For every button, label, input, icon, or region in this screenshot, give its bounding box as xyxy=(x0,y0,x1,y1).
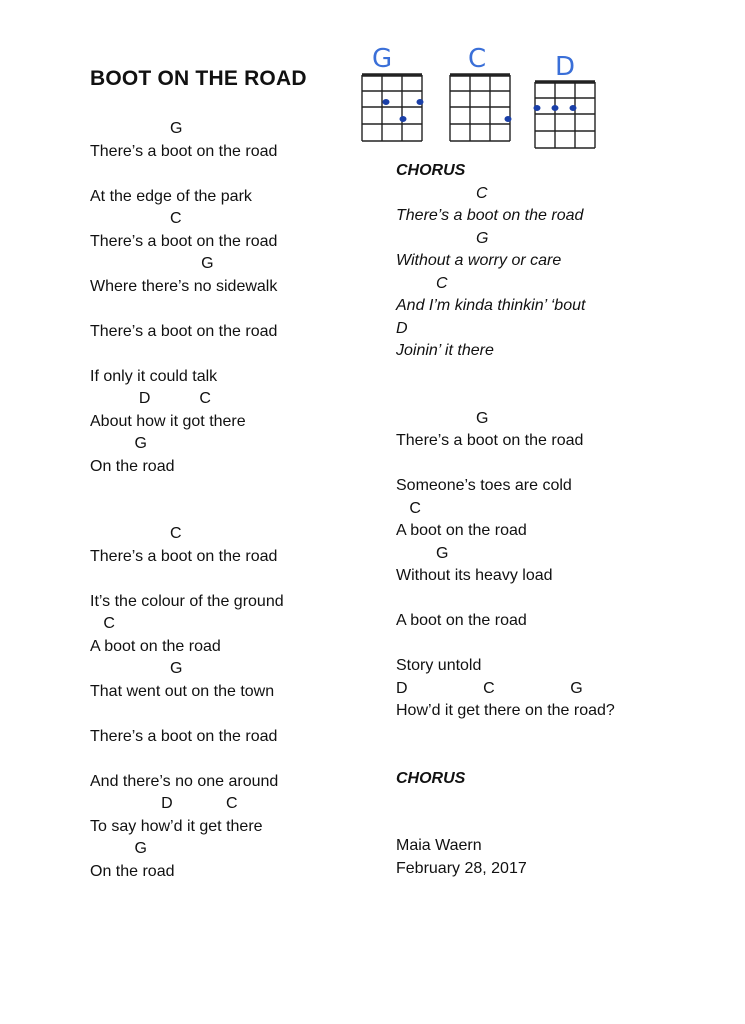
chord-line: G xyxy=(90,120,183,137)
song-title: BOOT ON THE ROAD xyxy=(90,67,307,90)
chorus-block xyxy=(396,160,726,363)
lyric-line: A boot on the road xyxy=(90,637,221,655)
chord-line: C xyxy=(396,499,421,517)
chord-line: D C xyxy=(90,795,238,812)
chord-line: G xyxy=(90,255,214,272)
chord-line: G xyxy=(396,544,449,562)
chord-line: G xyxy=(90,840,147,857)
chord-line: C xyxy=(396,274,448,292)
ukulele-grid-icon xyxy=(360,40,430,145)
lyric-line: And I’m kinda thinkin’ ‘bout xyxy=(396,297,586,314)
ukulele-grid-icon xyxy=(533,40,603,152)
ukulele-grid-icon xyxy=(448,40,518,145)
lyric-line: Story untold xyxy=(396,657,482,674)
chorus-heading: CHORUS xyxy=(396,162,466,179)
lyric-line: On the road xyxy=(90,457,175,475)
lyric-line: Without a worry or care xyxy=(396,252,562,269)
lyric-line: It’s the colour of the ground xyxy=(90,592,284,610)
chord-diagram-label: G xyxy=(372,44,393,74)
lyric-line: At the edge of the park xyxy=(90,187,252,205)
left-column xyxy=(90,118,360,883)
chord-diagram-d xyxy=(533,40,603,152)
chord-line: G xyxy=(396,409,489,427)
lyric-line: There’s a boot on the road xyxy=(90,232,278,250)
lyric-line: And there’s no one around xyxy=(90,772,279,790)
chord-diagram-label: D xyxy=(555,52,576,82)
author-name: Maia Waern xyxy=(396,837,482,854)
lyric-line: Where there’s no sidewalk xyxy=(90,277,278,295)
chord-line: G xyxy=(90,435,147,452)
lyric-line: Joinin’ it there xyxy=(396,342,494,359)
chord-line: C xyxy=(90,525,182,542)
lyric-line: There’s a boot on the road xyxy=(396,207,584,224)
lyric-line: If only it could talk xyxy=(90,367,218,385)
chord-line: D C xyxy=(90,390,211,407)
lyric-line: On the road xyxy=(90,862,175,880)
right-column xyxy=(396,160,726,880)
lyric-line: Without its heavy load xyxy=(396,567,553,584)
chord-diagram-g xyxy=(360,40,430,145)
lyric-line: A boot on the road xyxy=(396,522,527,539)
chord-line: C xyxy=(90,615,115,632)
chord-line: C xyxy=(396,184,488,202)
lyric-line: About how it got there xyxy=(90,412,246,430)
chord-diagrams xyxy=(355,40,605,150)
lyric-line: That went out on the town xyxy=(90,682,275,700)
chord-line: G xyxy=(90,660,183,677)
lyric-line: Someone’s toes are cold xyxy=(396,477,572,494)
lyric-line: There’s a boot on the road xyxy=(90,322,278,340)
chord-diagram-c xyxy=(448,40,518,145)
lyric-line: There’s a boot on the road xyxy=(90,142,278,160)
lyric-line: A boot on the road xyxy=(396,612,527,629)
lyric-line: To say how’d it get there xyxy=(90,817,263,835)
lyric-line: There’s a boot on the road xyxy=(396,432,584,449)
chord-line: D C G xyxy=(396,679,583,697)
lyric-line: There’s a boot on the road xyxy=(90,727,278,745)
chord-line: G xyxy=(396,229,489,247)
lyric-line: There’s a boot on the road xyxy=(90,547,278,565)
chord-line: D xyxy=(396,319,408,337)
date: February 28, 2017 xyxy=(396,859,527,877)
chorus-repeat: CHORUS xyxy=(396,769,466,787)
chord-diagram-label: C xyxy=(468,44,487,74)
lyric-line: How’d it get there on the road? xyxy=(396,702,615,719)
chord-line: C xyxy=(90,210,182,227)
